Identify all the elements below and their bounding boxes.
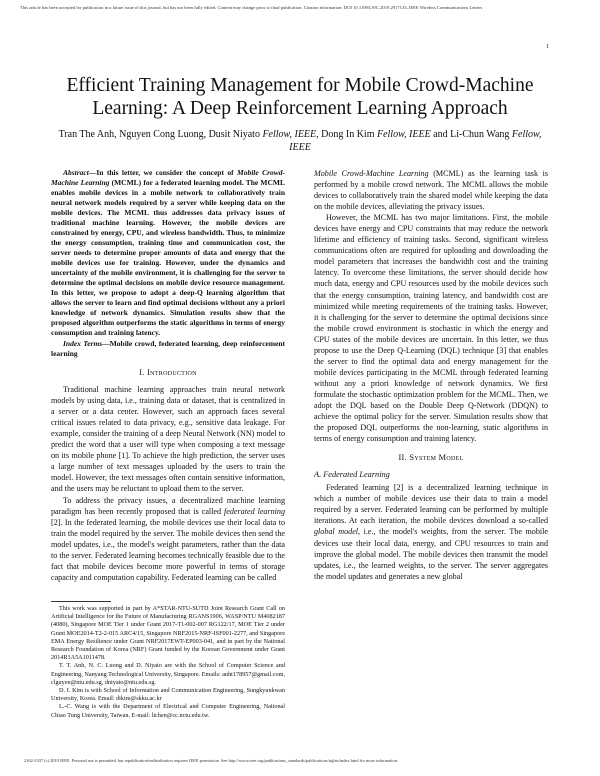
index-terms-body: —Mobile crowd, federated learning, deep reinforcement learning: [51, 339, 285, 358]
author-role-2: Fellow, IEEE: [376, 129, 431, 140]
intro-paragraph-2-continued: [314, 168, 548, 212]
author-group-1: Tran The Anh, Nguyen Cong Luong, Dusit Niyato: [58, 129, 260, 140]
left-column: [51, 168, 285, 583]
federated-paragraph-1: [314, 482, 548, 581]
intro-paragraph-2: [51, 495, 285, 583]
footnote-affiliation-2: D. I. Kim is with School of Information and Communication Engineering, Sungkyunkwan University, Korea. Email: dikim@skku.ac.kr: [51, 687, 285, 703]
federated-p1-b: , i.e., the model's weights, from the server. The mobile devices use their local data, energy, and CPU resources to train and improve the global model. The mobile devices then transmit the model updates, i.e., the learned weights, to the server. The server aggregates the model updates and generates a new global: [314, 527, 548, 581]
paper-title: Efficient Training Management for Mobile Crowd-Machine Learning: A Deep Reinforcement Learning Approach: [66, 75, 534, 119]
abstract-label: Abstract: [63, 168, 89, 177]
footnote-rule: [51, 601, 111, 602]
page-number: 1: [546, 44, 549, 50]
federated-p1-a: Federated learning [2] is a decentralized learning technique in which a number of mobile devices use their data to train a model required by a server. Federated learning can be performed by multiple iterations. At each iteration, the mobile devices download a so-called: [314, 483, 548, 526]
author-role-3: Fellow, IEEE: [289, 129, 542, 153]
intro-p2-term2: Mobile Crowd-Machine Learning: [314, 169, 429, 178]
abstract: [51, 168, 285, 338]
right-column: [314, 168, 548, 582]
section-heading-system-model: [314, 452, 548, 463]
intro-p2-b: [2]. In the federated learning, the mobile devices use their local data to train the model required by the server. The mobile devices then send the model updates, i.e., the model's weight parameters, rather than the data to the server. Federated learning becomes technically feasible due to the fact that mobile devices become more powerful in terms of storage capacity and computation capability. Federated learning can be called: [51, 517, 285, 582]
index-terms: [51, 339, 285, 359]
intro-paragraph-1: Traditional machine learning approaches train neural network models by using data, i.e., training data or dataset, that is centralized in a server or a data center. However, such an approach faces several critical issues related to data privacy, e.g., sensitive data leakage. For example, consider the training of a deep Neural Network (NN) model to predict the word that a user will type when composing a text message on its mobile phone [1]. To achieve the high prediction, the server uses a large number of text messages uploaded by the users to train the model. However, the text messages often contain sensitive information, and the users may be reluctant to upload them to the server.: [51, 385, 285, 494]
intro-p2-c: (MCML) as the learning task is performed by a mobile crowd network. The MCML allows the mobile devices to collaboratively train the shared model while keeping the data on the mobile devices, alleviating the privacy issues.: [314, 169, 549, 212]
footnote-affiliation-1: T. T. Anh, N. C. Luong and D. Niyato are with the School of Computer Science and Engineering, Nanyang Technological University, Singapore. Emails: anht178957@gmail.com, clguyen@ntu.edu.sg, dniyato@ntu.edu.sg.: [51, 662, 285, 686]
section-numeral: I.: [139, 368, 145, 377]
footnote-funding: This work was supported in part by A*STAR-NTU-SUTD Joint Research Grant Call on Artificial Intelligence for the Future of Manufacturing RGANS1906, WASP/NTU M4082187 (4080), Singapore MOE Tier 1 under Grant 2017-T1-002-007 RG122/17, MOE Tier 2 under Grant MOE2014-T2-2-015 ARC4/15, Singapore NRF2015-NRF-ISF001-2277, and Singapore EMA Energy Resilience under Grant NRF2017EWT-EP003-041, and in part by the National Research Foundation of Korea (NRF) Grant funded by the Korean Government under Grant 2014R1A5A1011478.: [51, 605, 285, 662]
section-heading-introduction: [51, 367, 285, 378]
publication-banner: This article has been accepted for publication in a future issue of this journal, but has not been fully edited. Content may change prior to final publication. Citation information: DOI 10.1109/LWC.2019.2917133, IEEE Wireless Communications Letters: [20, 5, 483, 10]
intro-paragraph-3: However, the MCML has two major limitations. First, the mobile devices have energy and CPU constraints that may reduce the network lifetime and efficiency of training tasks. Second, significant wireless communications often are required for uploading and downloading the model parameters that increases the bandwidth cost and the training latency. To overcome these limitations, the server should decide how much data, energy and CPU resources used by the mobile devices such that the energy consumption, training latency, and bandwidth cost are minimized while meeting requirements of the training tasks. However, it is challenging for the server to determine the optimal decisions since the mobile crowd environment is stochastic in which the energy and CPU states of the mobile devices are uncertain. In this letter, we thus propose to use the Deep Q-Learning (DQL) technique [3] that enables the server to find the optimal data and energy management for the mobile devices participating in the MCML through federated learning without any a priori knowledge of network dynamics. We first formulate the stochastic optimization problem for the MCML. Then, we adopt the DQL based on the Double Deep Q-Network (DDQN) to achieve the optimal policy for the server. Simulation results show that the proposed DQL outperforms the non-learning, static algorithms in terms of energy consumption and training latency.: [314, 213, 548, 444]
section-title: Introduction: [147, 368, 197, 377]
subsection-heading-federated-learning: A. Federated Learning: [314, 470, 390, 480]
intro-p2-a: To address the privacy issues, a decentralized machine learning paradigm has been recently proposed that is called: [51, 495, 285, 516]
author-group-3: and Li-Chun Wang: [433, 129, 510, 140]
author-list: [48, 128, 552, 154]
abstract-body: (MCML) for a federated learning model. The MCML enables mobile devices in a mobile network to collaboratively train neural network models required by a server while keeping data on the mobile devices. The MCML thus addresses data privacy issues of traditional machine learning. However, the mobile devices are constrained by energy, CPU, and wireless bandwidth. Thus, to minimize the energy consumption, training time and communication cost, the server needs to determine proper amounts of data and energy that the mobile devices use for training. However, under the dynamics and uncertainty of the mobile environment, it is challenging for the server to determine the optimal decisions on mobile device resource management. In this letter, we propose to adopt a deep-Q learning algorithm that allows the server to learn and find optimal decisions without any a priori knowledge of network dynamics. Simulation results show that the proposed algorithm outperforms the static algorithms in terms of energy consumption and training latency.: [51, 178, 286, 337]
copyright-footer: 2162-2337 (c) 2019 IEEE. Personal use is permitted, but republication/redistribution requires IEEE permission. See http://www.ieee.org/publications_standards/publications/rights/index.html for more information.: [24, 758, 398, 763]
federated-p1-term: global model: [314, 527, 359, 537]
author-role-1: Fellow, IEEE: [262, 129, 317, 140]
footnotes: [51, 601, 285, 720]
index-terms-label: Index Terms: [63, 339, 103, 348]
author-group-2: , Dong In Kim: [316, 129, 375, 140]
section-numeral: II.: [398, 453, 408, 463]
abstract-term: Mobile Crowd-Machine Learning: [51, 168, 286, 187]
footnote-affiliation-3: L.-C. Wang is with the Department of Electrical and Computer Engineering, National Chiao Tung University, Taiwan. E-mail: lichen@cc.nctu.edu.tw.: [51, 703, 285, 719]
intro-p2-term: federated learning: [224, 506, 286, 516]
abstract-lead: —In this letter, we consider the concept of: [88, 168, 234, 177]
section-title: System Model: [409, 453, 464, 463]
